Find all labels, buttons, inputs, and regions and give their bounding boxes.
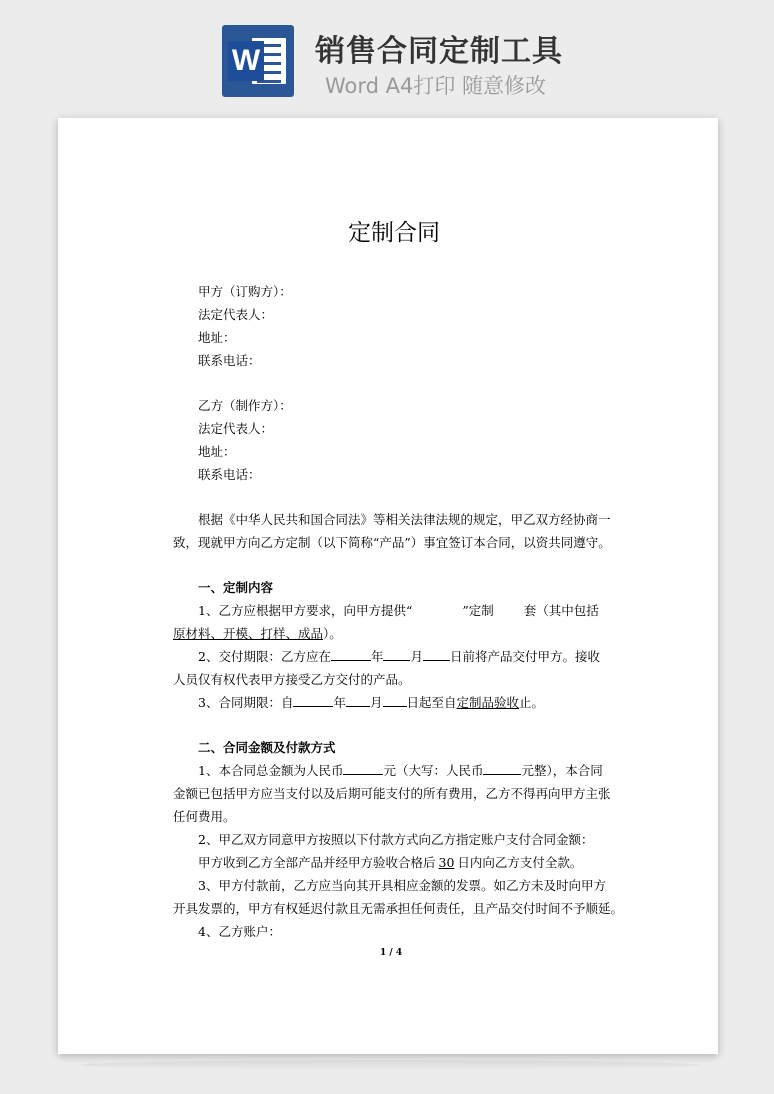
promo-header	[0, 0, 774, 110]
page-shadow	[80, 1060, 700, 1070]
blank-line	[383, 695, 407, 707]
item-text: 定制品验收	[456, 695, 520, 710]
word-letter: W	[228, 41, 264, 81]
blank-line	[293, 695, 333, 707]
blank-line	[423, 649, 450, 661]
item-text: 2、交付期限：乙方应在	[198, 649, 331, 664]
section-1-item-1-cont	[173, 624, 342, 642]
item-text: 年	[333, 695, 346, 710]
party-a-phone: 联系电话：	[198, 353, 261, 368]
document-page	[58, 118, 718, 1054]
party-b-representative: 法定代表人：	[198, 421, 274, 436]
header-title: 销售合同定制工具	[315, 34, 563, 69]
section-2-item-2: 2、甲乙双方同意甲方按照以下付款方式向乙方指定账户支付合同金额：	[198, 832, 594, 847]
party-b-phone: 联系电话：	[198, 467, 261, 482]
section-1-item-1	[198, 601, 599, 619]
blank-line	[331, 649, 371, 661]
blank-line	[346, 695, 370, 707]
item-text: 日内向乙方支付全款。	[457, 855, 583, 870]
section-2-item-3-cont: 开具发票的，甲方有权延迟付款且无需承担任何责任，且产品交付时间不予顺延。	[173, 901, 624, 916]
section-2-item-3: 3、甲方付款前，乙方应当向其开具相应金额的发票。如乙方未及时向甲方	[198, 878, 606, 893]
section-2-payment-term	[198, 853, 582, 871]
item-text: 月	[369, 695, 383, 710]
party-b-name: 乙方（制作方）：	[198, 398, 292, 413]
item-text: 套（其中包括	[523, 603, 599, 618]
item-text: 甲方收到乙方全部产品并经甲方验收合格后	[198, 855, 436, 870]
item-text: 日前将产品交付甲方。接收	[450, 649, 601, 664]
item-text: 原材料、开模、打样、成品	[173, 626, 324, 641]
section-1-heading: 一、定制内容	[198, 580, 274, 595]
blank-line	[343, 763, 383, 775]
item-text: 止。	[519, 695, 545, 710]
word-document-icon	[222, 25, 294, 97]
item-text: 3、合同期限：自	[198, 695, 294, 710]
section-2-item-1-cont2: 任何费用。	[173, 809, 236, 824]
party-b-address: 地址：	[198, 444, 236, 459]
item-text: 月	[410, 649, 423, 664]
payment-days: 30	[438, 855, 455, 870]
header-subtitle: Word A4打印 随意修改	[325, 74, 547, 98]
item-text: 1、本合同总金额为人民币	[198, 763, 344, 778]
item-text: 1、乙方应根据甲方要求，向甲方提供“	[198, 603, 413, 618]
blank-line	[483, 763, 521, 775]
section-1-item-2-cont: 人员仅有权代表甲方接受乙方交付的产品。	[173, 672, 411, 687]
party-a-representative: 法定代表人：	[198, 307, 274, 322]
blank-line	[383, 649, 410, 661]
item-text: 日起至自	[406, 695, 457, 710]
section-2-item-1	[198, 761, 603, 779]
section-1-item-2	[198, 647, 600, 665]
page-number: 1 / 4	[380, 948, 403, 958]
item-text: 元（大写：人民币	[383, 763, 484, 778]
item-text: 元整），本合同	[521, 763, 603, 778]
section-2-item-4: 4、乙方账户：	[198, 924, 281, 939]
party-a-address: 地址：	[198, 330, 236, 345]
intro-line-2: 致，现就甲方向乙方定制（以下简称“产品”）事宜签订本合同，以资共同遵守。	[173, 535, 611, 550]
party-a-name: 甲方（订购方）：	[198, 284, 292, 299]
item-text: ”定制	[462, 603, 494, 618]
item-text: 年	[370, 649, 384, 664]
section-2-item-1-cont: 金额已包括甲方应当支付以及后期可能支付的所有费用，乙方不得再向甲方主张	[173, 786, 611, 801]
section-2-heading: 二、合同金额及付款方式	[198, 740, 336, 755]
document-title: 定制合同	[348, 220, 440, 246]
section-1-item-3	[198, 693, 544, 711]
item-text: ）。	[323, 626, 342, 641]
intro-line-1: 根据《中华人民共和国合同法》等相关法律法规的规定，甲乙双方经协商一	[198, 512, 611, 527]
